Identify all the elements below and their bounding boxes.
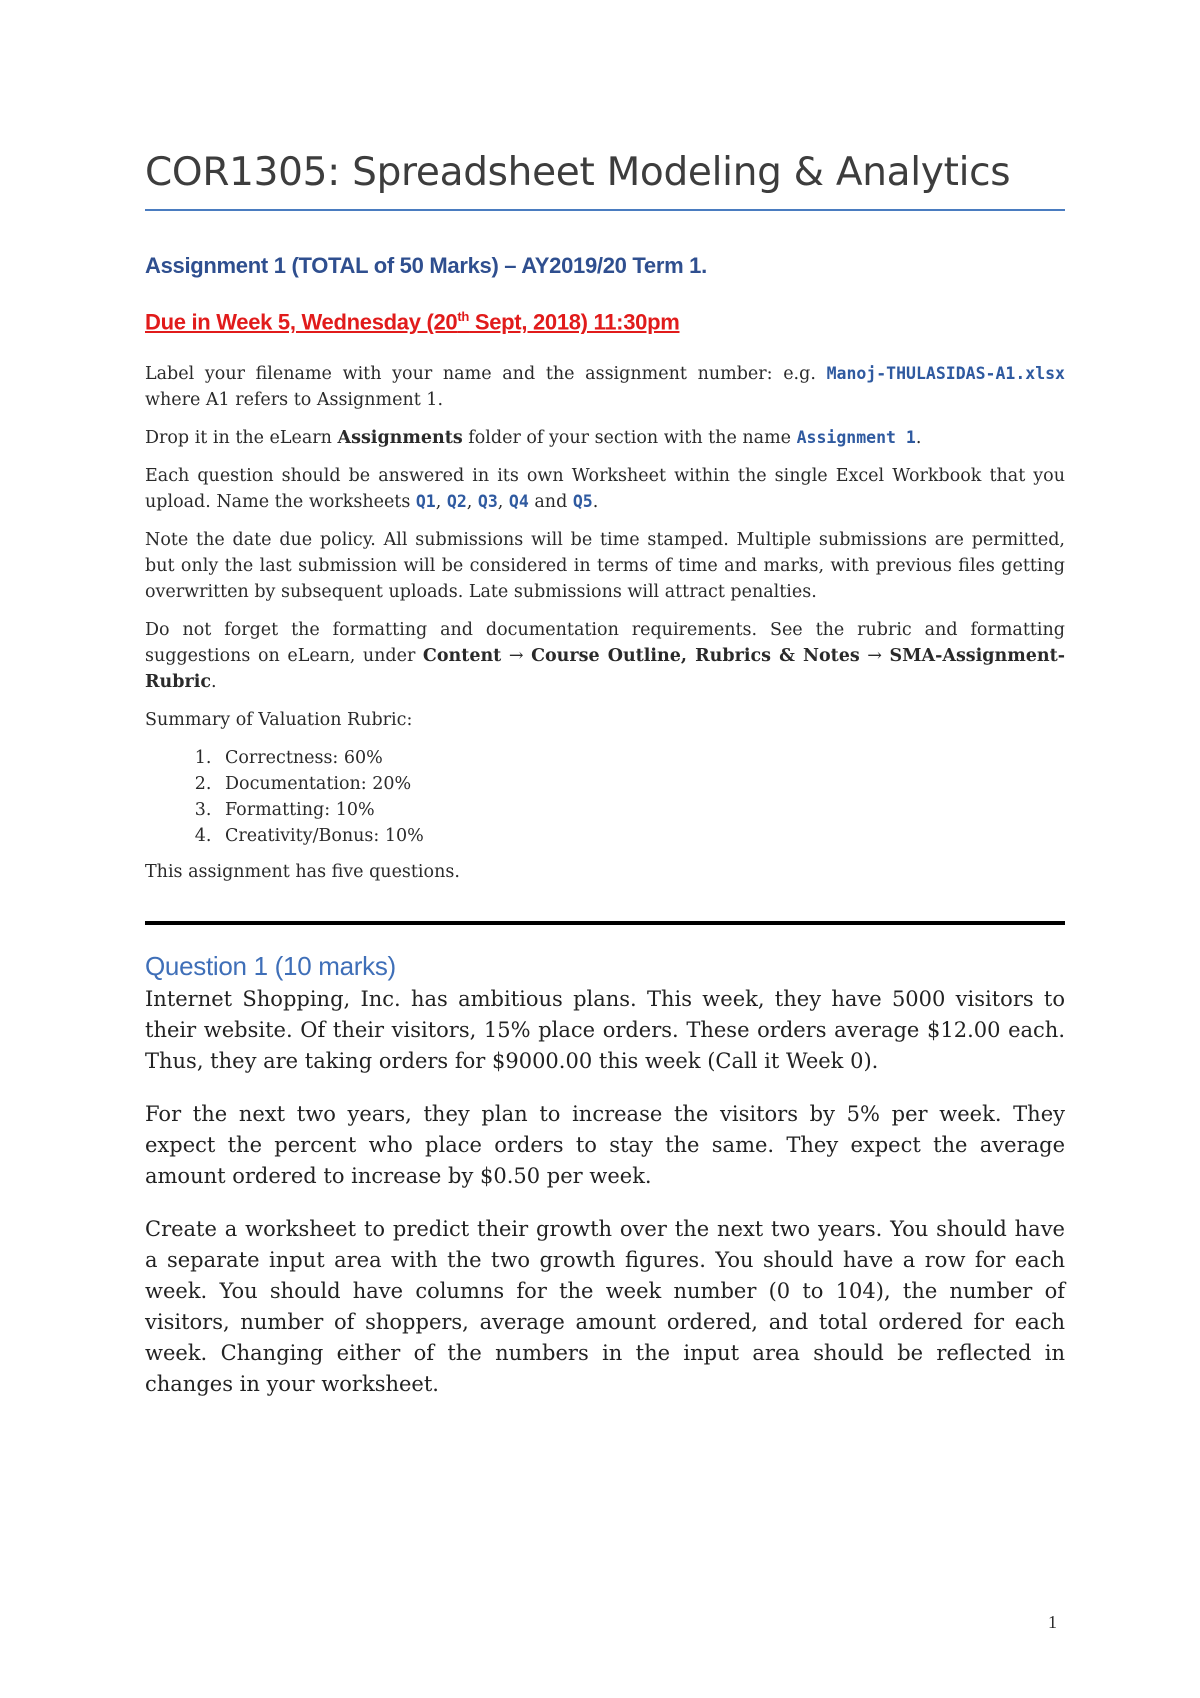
drop-instruction: Drop it in the eLearn Assignments folder of your section with the name Assignment 1. [145, 428, 922, 449]
rubric-list [145, 745, 1065, 849]
due-text-pre: Due in Week 5, Wednesday (20 [145, 309, 458, 335]
due-date [145, 309, 1065, 335]
question-1-paragraph: Create a worksheet to predict their growth over the next two years. You should have a separate input area with the two growth figures. You should have a row for each week. You should have columns for the week number (0 to 104), the number of visitors, number of shoppers, average amount ordered, and total ordered for each week. Changing either of the numbers in the input area should be reflected in changes in your worksheet. [145, 1217, 1065, 1397]
page-number: 1 [1048, 1612, 1057, 1632]
document-title: COR1305: Spreadsheet Modeling & Analytics [145, 150, 1065, 211]
assignments-folder: Assignments [337, 428, 463, 449]
rubric-item: 1. Correctness: 60% [217, 745, 1065, 771]
worksheet-instruction: Each question should be answered in its own Worksheet within the single Excel Workbook that you upload. Name the worksheets Q1, Q2, Q3, Q4 and Q5. [145, 466, 1065, 513]
due-policy: Note the date due policy. All submissions will be time stamped. Multiple submissions are permitted, but only the last submission will be considered in terms of time and marks, with previous files getting overwritten by subsequent uploads. Late submissions will attract penalties. [145, 530, 1065, 603]
sheet-q4: Q4 [508, 492, 529, 512]
sheet-q5: Q5 [572, 492, 593, 512]
question-1-paragraph: For the next two years, they plan to increase the visitors by 5% per week. They expect the percent who place orders to stay the same. They expect the average amount ordered to increase by $0.50 per week. [145, 1102, 1065, 1189]
sheet-q2: Q2 [446, 492, 467, 512]
section-divider [145, 921, 1065, 925]
rubric-item: 4. Creativity/Bonus: 10% [217, 823, 1065, 849]
filename-example: Manoj-THULASIDAS-A1.xlsx [826, 364, 1065, 384]
due-superscript: th [457, 309, 470, 324]
due-text-post: Sept, 2018) 11:30pm [469, 309, 680, 335]
formatting-instruction: Do not forget the formatting and documentation requirements. See the rubric and formatting suggestions on eLearn, under Content → Course Outline, Rubrics & Notes → SMA-Assignment-Rubric. [145, 620, 1065, 693]
document-page [145, 150, 1065, 1422]
sheet-q1: Q1 [415, 492, 436, 512]
assignment-name: Assignment 1 [796, 428, 916, 448]
question-count: This assignment has five questions. [145, 862, 460, 883]
question-1-heading: Question 1 (10 marks) [145, 951, 396, 982]
assignment-line: Assignment 1 (TOTAL of 50 Marks) – AY2019/20 Term 1. [145, 253, 707, 278]
sheet-q3: Q3 [477, 492, 498, 512]
rubric-title: Summary of Valuation Rubric: [145, 710, 413, 731]
filename-instruction: Label your filename with your name and the assignment number: e.g. Manoj-THULASIDAS-A1.xlsx where A1 refers to Assignment 1. [145, 364, 1065, 411]
rubric-item: 2. Documentation: 20% [217, 771, 1065, 797]
rubric-item: 3. Formatting: 10% [217, 797, 1065, 823]
question-1-paragraph: Internet Shopping, Inc. has ambitious plans. This week, they have 5000 visitors to their website. Of their visitors, 15% place orders. These orders average $12.00 each. Thus, they are taking orders for $9000.00 this week (Call it Week 0). [145, 987, 1065, 1074]
